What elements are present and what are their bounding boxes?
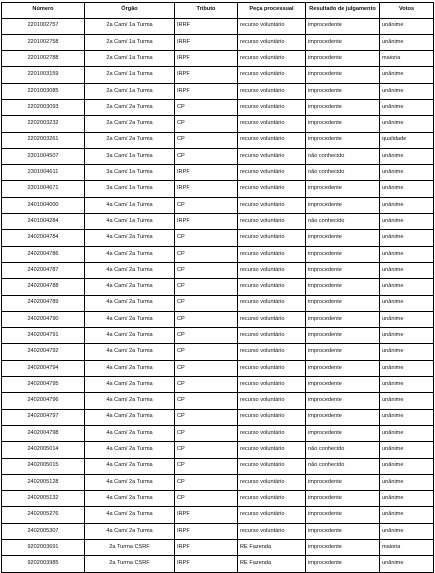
header-resultado-julgamento: Resultado de julgamento — [306, 3, 380, 19]
cell-resultado: improcedente — [306, 295, 380, 311]
cell-orgao: 4a Cam/ 2a Turma — [85, 507, 175, 523]
cell-numero: 2402005132 — [2, 491, 85, 507]
table-row — [2, 360, 434, 376]
cell-resultado: não conhecido — [306, 458, 380, 474]
cell-numero: 2201003085 — [2, 83, 85, 99]
cell-peca: recurso voluntário — [238, 523, 306, 539]
table-row — [2, 556, 434, 572]
cell-peca: recurso voluntário — [238, 474, 306, 490]
table-row — [2, 344, 434, 360]
header-votos: Votos — [380, 3, 434, 19]
cell-peca: recurso voluntário — [238, 51, 306, 67]
cell-peca: recurso voluntário — [238, 165, 306, 181]
cell-votos: unânime — [380, 295, 434, 311]
cell-orgao: 2a Cam/ 1a Turma — [85, 67, 175, 83]
cell-resultado: improcedente — [306, 246, 380, 262]
table-row — [2, 51, 434, 67]
table-row — [2, 377, 434, 393]
cell-resultado: improcedente — [306, 230, 380, 246]
cell-orgao: 4a Cam/ 2a Turma — [85, 491, 175, 507]
cell-orgao: 2a Cam/ 1a Turma — [85, 34, 175, 50]
cell-numero: 2202003093 — [2, 99, 85, 115]
table-row — [2, 328, 434, 344]
cell-resultado: improcedente — [306, 474, 380, 490]
cell-tributo: IRPF — [175, 67, 238, 83]
cell-resultado: improcedente — [306, 377, 380, 393]
table-row — [2, 409, 434, 425]
cell-tributo: IRPF — [175, 83, 238, 99]
cell-votos: unânime — [380, 458, 434, 474]
cell-votos: unânime — [380, 507, 434, 523]
cell-votos: maioria — [380, 540, 434, 556]
cell-votos: unânime — [380, 18, 434, 34]
table-row — [2, 540, 434, 556]
cell-tributo: CP — [175, 360, 238, 376]
cell-votos: qualidade — [380, 132, 434, 148]
cell-resultado: improcedente — [306, 83, 380, 99]
cell-votos: unânime — [380, 246, 434, 262]
cell-tributo: CP — [175, 442, 238, 458]
cell-tributo: CP — [175, 132, 238, 148]
cell-peca: recurso voluntário — [238, 99, 306, 115]
cell-peca: recurso voluntário — [238, 34, 306, 50]
cell-votos: unânime — [380, 377, 434, 393]
table-row — [2, 83, 434, 99]
cell-orgao: 4a Cam/ 2a Turma — [85, 409, 175, 425]
cell-peca: recurso voluntário — [238, 360, 306, 376]
cell-tributo: CP — [175, 328, 238, 344]
cell-orgao: 4a Cam/ 2a Turma — [85, 295, 175, 311]
cell-votos: unânime — [380, 442, 434, 458]
cell-resultado: improcedente — [306, 393, 380, 409]
cell-numero: 2402004786 — [2, 246, 85, 262]
cell-orgao: 2a Turma CSRF — [85, 556, 175, 572]
table-row — [2, 507, 434, 523]
cell-resultado: improcedente — [306, 279, 380, 295]
table-row — [2, 99, 434, 115]
cell-peca: recurso voluntário — [238, 311, 306, 327]
cell-resultado: não conhecido — [306, 442, 380, 458]
cell-numero: 2402005128 — [2, 474, 85, 490]
cell-orgao: 4a Cam/ 2a Turma — [85, 262, 175, 278]
cell-votos: unânime — [380, 230, 434, 246]
cell-numero: 2402004792 — [2, 344, 85, 360]
cell-tributo: CP — [175, 425, 238, 441]
cell-votos: unânime — [380, 393, 434, 409]
table-row — [2, 425, 434, 441]
cell-resultado: improcedente — [306, 34, 380, 50]
cell-resultado: improcedente — [306, 491, 380, 507]
cell-peca: RE Fazenda — [238, 556, 306, 572]
table-row — [2, 214, 434, 230]
cell-peca: recurso voluntário — [238, 18, 306, 34]
cell-votos: unânime — [380, 344, 434, 360]
cell-numero: 2402005015 — [2, 458, 85, 474]
cell-tributo: IRPF — [175, 51, 238, 67]
header-peca-processual: Peça processual — [238, 3, 306, 19]
cell-numero: 2402004788 — [2, 279, 85, 295]
cell-tributo: IRRF — [175, 34, 238, 50]
cell-resultado: improcedente — [306, 523, 380, 539]
cell-tributo: IRPF — [175, 507, 238, 523]
table-header-row — [2, 3, 434, 19]
cell-tributo: CP — [175, 262, 238, 278]
cell-numero: 2402004787 — [2, 262, 85, 278]
cell-numero: 2401004284 — [2, 214, 85, 230]
cell-resultado: improcedente — [306, 360, 380, 376]
cell-tributo: CP — [175, 393, 238, 409]
cell-numero: 2402004791 — [2, 328, 85, 344]
header-tributo: Tributo — [175, 3, 238, 19]
cell-tributo: CP — [175, 295, 238, 311]
cell-peca: recurso voluntário — [238, 409, 306, 425]
cell-peca: recurso voluntário — [238, 83, 306, 99]
cell-peca: recurso voluntário — [238, 132, 306, 148]
cell-numero: 2402004796 — [2, 393, 85, 409]
table-row — [2, 311, 434, 327]
cell-votos: unânime — [380, 34, 434, 50]
cell-peca: recurso voluntário — [238, 295, 306, 311]
cell-votos: unânime — [380, 214, 434, 230]
table-row — [2, 279, 434, 295]
cell-peca: recurso voluntário — [238, 344, 306, 360]
table-row — [2, 474, 434, 490]
cell-votos: unânime — [380, 491, 434, 507]
cell-tributo: IRPF — [175, 540, 238, 556]
table-row — [2, 67, 434, 83]
cell-tributo: CP — [175, 230, 238, 246]
cell-peca: recurso voluntário — [238, 230, 306, 246]
cell-resultado: não conhecido — [306, 214, 380, 230]
table-row — [2, 491, 434, 507]
cell-numero: 2402004784 — [2, 230, 85, 246]
judgments-sheet — [1, 2, 433, 573]
cell-resultado: improcedente — [306, 132, 380, 148]
cell-votos: unânime — [380, 197, 434, 213]
cell-tributo: CP — [175, 116, 238, 132]
cell-tributo: CP — [175, 377, 238, 393]
cell-resultado: improcedente — [306, 67, 380, 83]
cell-votos: unânime — [380, 360, 434, 376]
cell-orgao: 3a Cam/ 1a Turma — [85, 148, 175, 164]
cell-votos: unânime — [380, 279, 434, 295]
cell-numero: 2402004797 — [2, 409, 85, 425]
table-row — [2, 262, 434, 278]
cell-votos: unânime — [380, 425, 434, 441]
cell-peca: recurso voluntário — [238, 393, 306, 409]
cell-orgao: 4a Cam/ 2a Turma — [85, 474, 175, 490]
cell-peca: recurso voluntário — [238, 246, 306, 262]
cell-numero: 2301004611 — [2, 165, 85, 181]
cell-orgao: 4a Cam/ 2a Turma — [85, 230, 175, 246]
cell-resultado: improcedente — [306, 556, 380, 572]
table-row — [2, 458, 434, 474]
cell-peca: recurso voluntário — [238, 67, 306, 83]
cell-numero: 2202003232 — [2, 116, 85, 132]
cell-tributo: CP — [175, 311, 238, 327]
cell-orgao: 4a Cam/ 2a Turma — [85, 360, 175, 376]
table-row — [2, 393, 434, 409]
header-orgao: Órgão — [85, 3, 175, 19]
cell-votos: unânime — [380, 116, 434, 132]
cell-orgao: 4a Cam/ 1a Turma — [85, 197, 175, 213]
cell-tributo: CP — [175, 197, 238, 213]
cell-orgao: 4a Cam/ 2a Turma — [85, 279, 175, 295]
cell-votos: unânime — [380, 556, 434, 572]
cell-peca: recurso voluntário — [238, 425, 306, 441]
cell-tributo: IRPF — [175, 165, 238, 181]
cell-tributo: CP — [175, 491, 238, 507]
cell-orgao: 4a Cam/ 2a Turma — [85, 377, 175, 393]
cell-votos: unânime — [380, 165, 434, 181]
cell-votos: maioria — [380, 51, 434, 67]
cell-orgao: 4a Cam/ 2a Turma — [85, 344, 175, 360]
cell-peca: recurso voluntário — [238, 262, 306, 278]
cell-numero: 9202003985 — [2, 556, 85, 572]
cell-peca: recurso voluntário — [238, 328, 306, 344]
cell-peca: recurso voluntário — [238, 458, 306, 474]
cell-orgao: 2a Cam/ 2a Turma — [85, 132, 175, 148]
cell-tributo: CP — [175, 246, 238, 262]
cell-numero: 2402004789 — [2, 295, 85, 311]
cell-orgao: 4a Cam/ 2a Turma — [85, 311, 175, 327]
cell-numero: 2301004671 — [2, 181, 85, 197]
cell-resultado: improcedente — [306, 51, 380, 67]
cell-votos: unânime — [380, 523, 434, 539]
cell-peca: recurso voluntário — [238, 377, 306, 393]
cell-tributo: CP — [175, 279, 238, 295]
cell-orgao: 4a Cam/ 2a Turma — [85, 393, 175, 409]
table-row — [2, 165, 434, 181]
table-row — [2, 295, 434, 311]
table-row — [2, 148, 434, 164]
cell-peca: RE Fazenda — [238, 540, 306, 556]
cell-numero: 2202003261 — [2, 132, 85, 148]
cell-orgao: 4a Cam/ 2a Turma — [85, 442, 175, 458]
cell-tributo: IRPF — [175, 556, 238, 572]
cell-resultado: improcedente — [306, 99, 380, 115]
cell-numero: 2201002758 — [2, 34, 85, 50]
cell-resultado: improcedente — [306, 328, 380, 344]
cell-numero: 2401004000 — [2, 197, 85, 213]
cell-numero: 2201002757 — [2, 18, 85, 34]
cell-resultado: improcedente — [306, 181, 380, 197]
cell-orgao: 2a Cam/ 2a Turma — [85, 99, 175, 115]
cell-orgao: 4a Cam/ 2a Turma — [85, 328, 175, 344]
table-row — [2, 442, 434, 458]
cell-numero: 2402005276 — [2, 507, 85, 523]
cell-orgao: 2a Cam/ 1a Turma — [85, 51, 175, 67]
table-row — [2, 132, 434, 148]
cell-votos: unânime — [380, 328, 434, 344]
cell-peca: recurso voluntário — [238, 148, 306, 164]
cell-resultado: improcedente — [306, 197, 380, 213]
cell-numero: 2402004790 — [2, 311, 85, 327]
cell-resultado: improcedente — [306, 540, 380, 556]
table-row — [2, 181, 434, 197]
cell-numero: 2201003159 — [2, 67, 85, 83]
cell-votos: unânime — [380, 99, 434, 115]
table-row — [2, 18, 434, 34]
cell-orgao: 3a Cam/ 1a Turma — [85, 181, 175, 197]
table-row — [2, 197, 434, 213]
cell-orgao: 4a Cam/ 2a Turma — [85, 523, 175, 539]
cell-tributo: CP — [175, 148, 238, 164]
cell-resultado: improcedente — [306, 344, 380, 360]
cell-votos: unânime — [380, 262, 434, 278]
cell-votos: unânime — [380, 67, 434, 83]
cell-numero: 2402005014 — [2, 442, 85, 458]
cell-orgao: 2a Cam/ 1a Turma — [85, 83, 175, 99]
cell-resultado: não conhecido — [306, 148, 380, 164]
cell-tributo: IRPF — [175, 214, 238, 230]
table-row — [2, 523, 434, 539]
cell-numero: 2402005307 — [2, 523, 85, 539]
header-numero: Número — [2, 3, 85, 19]
cell-peca: recurso voluntário — [238, 197, 306, 213]
cell-orgao: 2a Turma CSRF — [85, 540, 175, 556]
cell-votos: unânime — [380, 148, 434, 164]
cell-votos: unânime — [380, 409, 434, 425]
cell-numero: 9202003691 — [2, 540, 85, 556]
cell-tributo: CP — [175, 409, 238, 425]
cell-numero: 2402004794 — [2, 360, 85, 376]
cell-orgao: 4a Cam/ 2a Turma — [85, 458, 175, 474]
cell-tributo: CP — [175, 458, 238, 474]
cell-orgao: 2a Cam/ 1a Turma — [85, 18, 175, 34]
cell-peca: recurso voluntário — [238, 491, 306, 507]
cell-numero: 2402004798 — [2, 425, 85, 441]
cell-numero: 2201002788 — [2, 51, 85, 67]
table-row — [2, 230, 434, 246]
table-row — [2, 246, 434, 262]
cell-votos: unânime — [380, 83, 434, 99]
cell-tributo: IRPF — [175, 181, 238, 197]
cell-resultado: improcedente — [306, 116, 380, 132]
cell-peca: recurso voluntário — [238, 116, 306, 132]
cell-orgao: 4a Cam/ 2a Turma — [85, 246, 175, 262]
cell-votos: unânime — [380, 311, 434, 327]
cell-orgao: 4a Cam/ 2a Turma — [85, 425, 175, 441]
judgments-table — [1, 2, 434, 573]
cell-orgao: 4a Cam/ 1a Turma — [85, 214, 175, 230]
table-body — [2, 18, 434, 572]
cell-numero: 2301004507 — [2, 148, 85, 164]
cell-peca: recurso voluntário — [238, 507, 306, 523]
cell-tributo: IRRF — [175, 18, 238, 34]
cell-peca: recurso voluntário — [238, 442, 306, 458]
cell-resultado: improcedente — [306, 507, 380, 523]
cell-resultado: improcedente — [306, 311, 380, 327]
cell-peca: recurso voluntário — [238, 181, 306, 197]
cell-resultado: improcedente — [306, 409, 380, 425]
cell-votos: unânime — [380, 474, 434, 490]
cell-peca: recurso voluntário — [238, 214, 306, 230]
cell-orgao: 2a Cam/ 2a Turma — [85, 116, 175, 132]
cell-resultado: improcedente — [306, 425, 380, 441]
cell-numero: 2402004795 — [2, 377, 85, 393]
cell-resultado: não conhecido — [306, 165, 380, 181]
cell-orgao: 3a Cam/ 1a Turma — [85, 165, 175, 181]
cell-tributo: CP — [175, 99, 238, 115]
cell-peca: recurso voluntário — [238, 279, 306, 295]
table-row — [2, 116, 434, 132]
cell-resultado: improcedente — [306, 18, 380, 34]
cell-tributo: CP — [175, 344, 238, 360]
cell-resultado: improcedente — [306, 262, 380, 278]
table-row — [2, 34, 434, 50]
cell-votos: unânime — [380, 181, 434, 197]
cell-tributo: CP — [175, 474, 238, 490]
cell-tributo: IRPF — [175, 523, 238, 539]
